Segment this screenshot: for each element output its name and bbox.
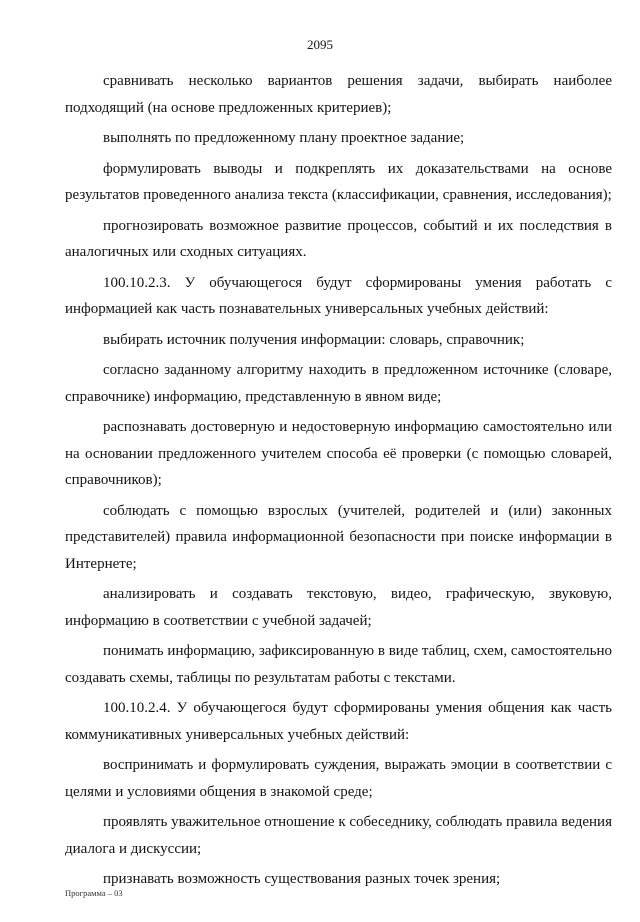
paragraph-find-information: согласно заданному алгоритму находить в предложенном источнике (словаре, справочнике) информацию, представленную в явном виде; [65, 362, 612, 405]
paragraph-perceive-judgments: воспринимать и формулировать суждения, выражать эмоции в соответствии с целями и условиями общения в знакомой среде; [65, 757, 612, 800]
paragraph-section-100-10-2-4: 100.10.2.4. У обучающегося будут сформированы умения общения как часть коммуникативных универсальных учебных действий: [65, 700, 612, 743]
paragraph-section-100-10-2-3: 100.10.2.3. У обучающегося будут сформированы умения работать с информацией как часть познавательных универсальных учебных действий: [65, 274, 612, 317]
paragraph-choose-source: выбирать источник получения информации: словарь, справочник; [103, 331, 525, 348]
paragraph-recognize-viewpoints: признавать возможность существования разных точек зрения; [103, 871, 501, 887]
paragraph-analyze-create: анализировать и создавать текстовую, видео, графическую, звуковую, информацию в соответствии с учебной задачей; [65, 586, 612, 629]
footer-program-label: Программа – 03 [65, 888, 123, 898]
body-text [65, 68, 612, 897]
paragraph-information-security: соблюдать с помощью взрослых (учителей, родителей и (или) законных представителей) правила информационной безопасности при поиске информации в Интернете; [65, 502, 612, 572]
paragraph-predict-development: прогнозировать возможное развитие процессов, событий и их последствия в аналогичных или сходных ситуациях. [65, 217, 612, 260]
paragraph-project-task: выполнять по предложенному плану проектное задание; [103, 130, 465, 146]
paragraph-respect-interlocutor: проявлять уважительное отношение к собеседнику, соблюдать правила ведения диалога и дискуссии; [65, 814, 612, 857]
paragraph-formulate-conclusions: формулировать выводы и подкреплять их доказательствами на основе результатов проведенного анализа текста (классификации, сравнения, исследования); [65, 160, 612, 203]
paragraph-compare-solutions: сравнивать несколько вариантов решения задачи, выбирать наиболее подходящий (на основе предложенных критериев); [65, 73, 612, 116]
page-number: 2095 [307, 37, 333, 52]
paragraph-understand-tables: понимать информацию, зафиксированную в виде таблиц, схем, самостоятельно создавать схемы, таблицы по результатам работы с текстами. [65, 643, 612, 686]
paragraph-recognize-reliable: распознавать достоверную и недостоверную информацию самостоятельно или на основании предложенного учителем способа её проверки (с помощью словарей, справочников); [65, 419, 612, 488]
